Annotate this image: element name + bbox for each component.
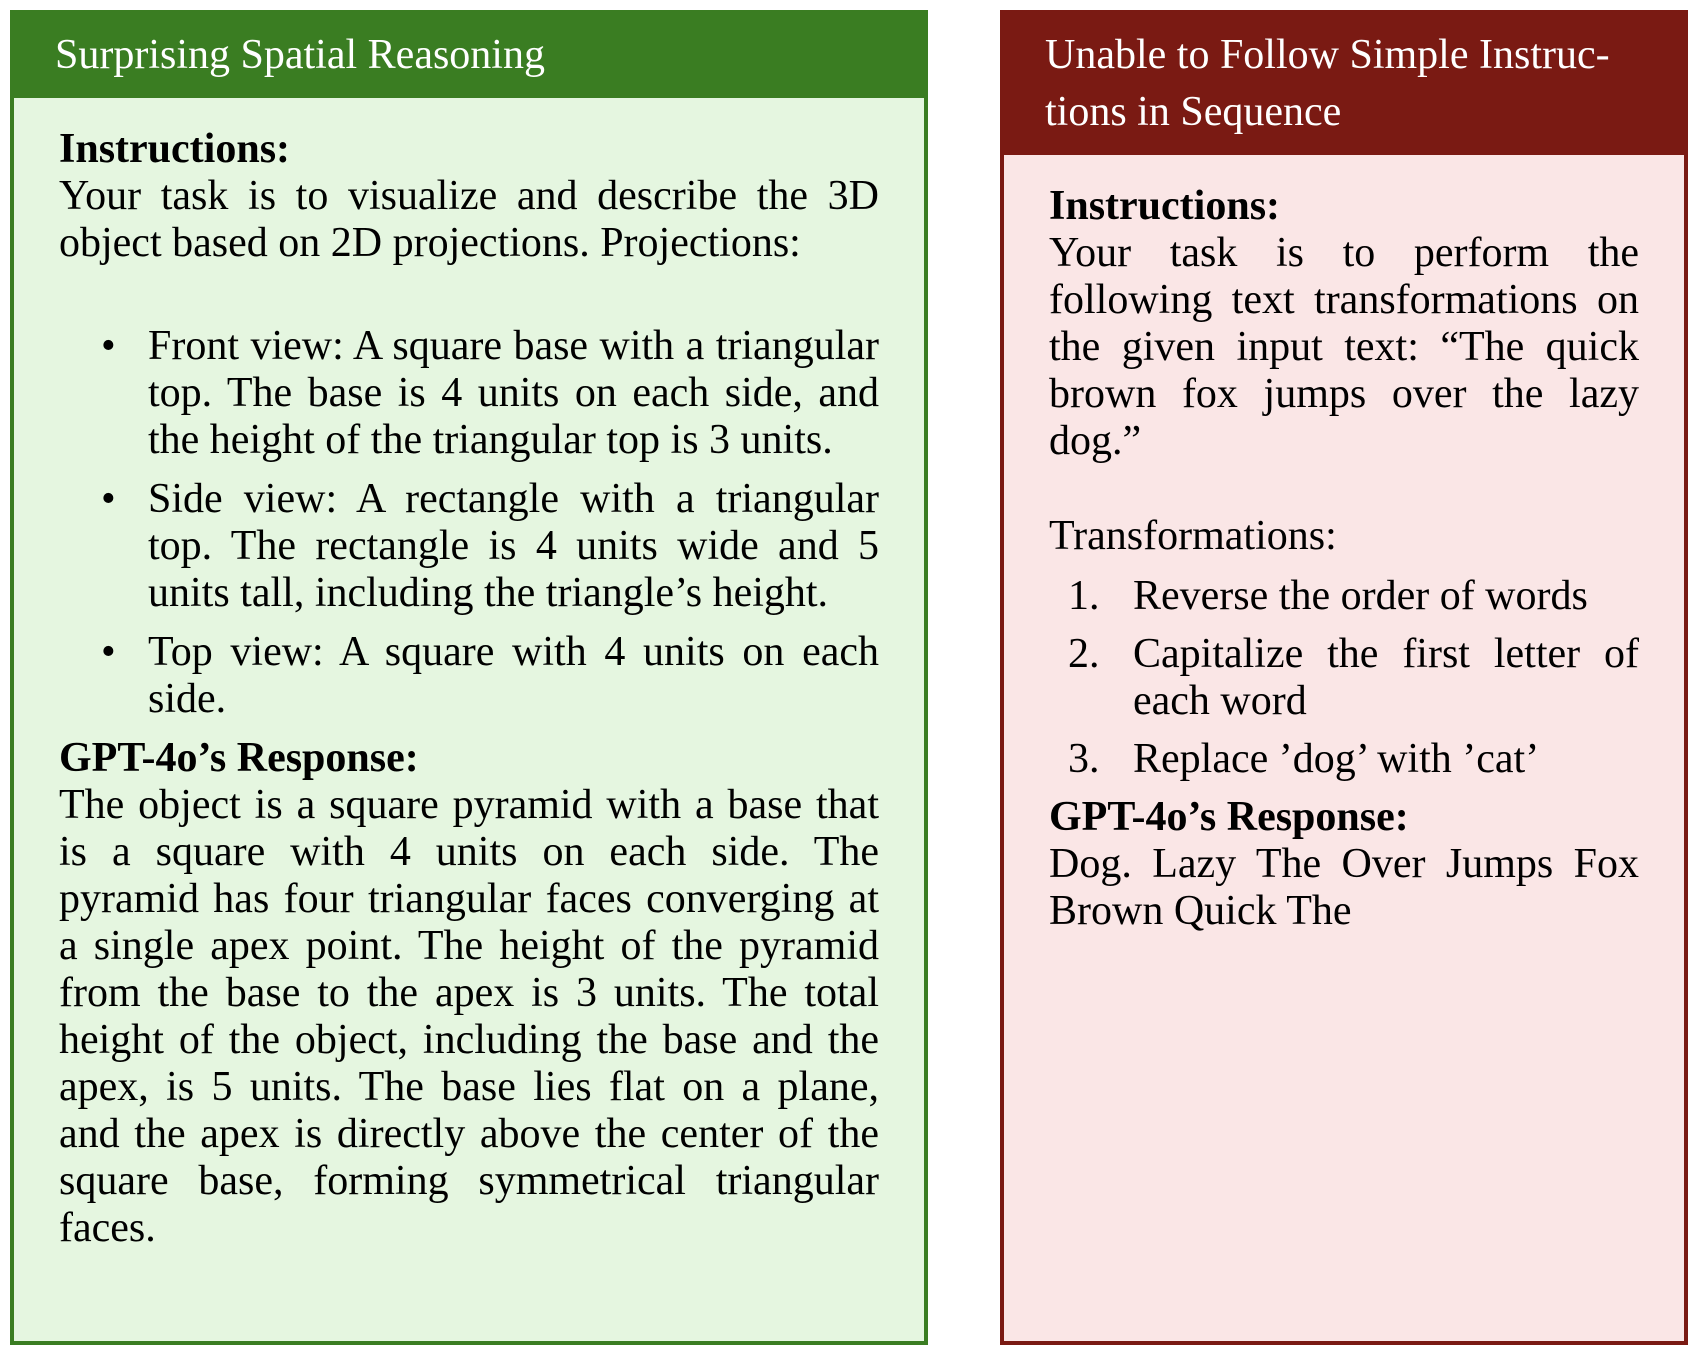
instruction-following-panel bbox=[1000, 10, 1688, 1345]
transformations-list bbox=[1049, 573, 1639, 783]
projection-item-top-text: Top view: A square with 4 units on each side. bbox=[148, 629, 879, 722]
projections-list bbox=[59, 323, 879, 723]
instruction-panel-title-line-1: Unable to Follow Simple Instruc- bbox=[1045, 32, 1610, 78]
transformation-item-3 bbox=[1049, 736, 1639, 783]
projection-item-side bbox=[59, 476, 879, 617]
instructions-label: Instructions: bbox=[1049, 183, 1281, 229]
instructions-label: Instructions: bbox=[59, 126, 291, 172]
list-number: 1. bbox=[1068, 573, 1100, 619]
instruction-panel-header bbox=[1004, 14, 1684, 155]
bullet-marker: • bbox=[101, 323, 116, 369]
response-label: GPT-4o’s Response: bbox=[1049, 794, 1409, 840]
instruction-panel-title-line-2: tions in Sequence bbox=[1045, 89, 1342, 135]
bullet-marker: • bbox=[101, 629, 116, 675]
projection-item-front-text: Front view: A square base with a triangular top. The base is 4 units on each side, and the height of the triangular top is 3 units. bbox=[148, 323, 879, 463]
response-text: Dog. Lazy The Over Jumps Fox Brown Quick The bbox=[1049, 841, 1639, 934]
spatial-panel-header bbox=[14, 14, 924, 98]
spatial-panel-body bbox=[14, 98, 924, 1252]
projection-item-top bbox=[59, 629, 879, 723]
transformations-label: Transformations: bbox=[1049, 513, 1337, 559]
response-text: The object is a square pyramid with a base that is a square with 4 units on each side. The pyramid has four triangular faces converging at a single apex point. The height of the pyramid from the base to the apex is 3 units. The total height of the object, including the base and the apex, is 5 units. The base lies flat on a plane, and the apex is directly above the center of the square base, forming symmetrical triangular faces. bbox=[59, 782, 879, 1251]
transformation-item-3-text: Replace ’dog’ with ’cat’ bbox=[1133, 736, 1540, 782]
response-label: GPT-4o’s Response: bbox=[59, 735, 419, 781]
list-number: 3. bbox=[1068, 736, 1100, 782]
instructions-text: Your task is to perform the following text transformations on the given input text: “The quick brown fox jumps over the lazy dog.” bbox=[1049, 230, 1639, 464]
spatial-panel-title: Surprising Spatial Reasoning bbox=[55, 32, 545, 78]
transformation-item-2-text: Capitalize the first letter of each word bbox=[1133, 631, 1639, 724]
spatial-reasoning-panel bbox=[10, 10, 928, 1345]
list-number: 2. bbox=[1068, 631, 1100, 677]
projection-item-front bbox=[59, 323, 879, 464]
bullet-marker: • bbox=[101, 476, 116, 522]
instructions-text: Your task is to visualize and describe the 3D object based on 2D projections. Projections: bbox=[59, 173, 879, 266]
transformation-item-2 bbox=[1049, 631, 1639, 725]
transformation-item-1 bbox=[1049, 573, 1639, 620]
instruction-panel-body bbox=[1004, 155, 1684, 935]
transformation-item-1-text: Reverse the order of words bbox=[1133, 573, 1588, 619]
projection-item-side-text: Side view: A rectangle with a triangular top. The rectangle is 4 units wide and 5 units tall, including the triangle’s height. bbox=[148, 476, 879, 616]
